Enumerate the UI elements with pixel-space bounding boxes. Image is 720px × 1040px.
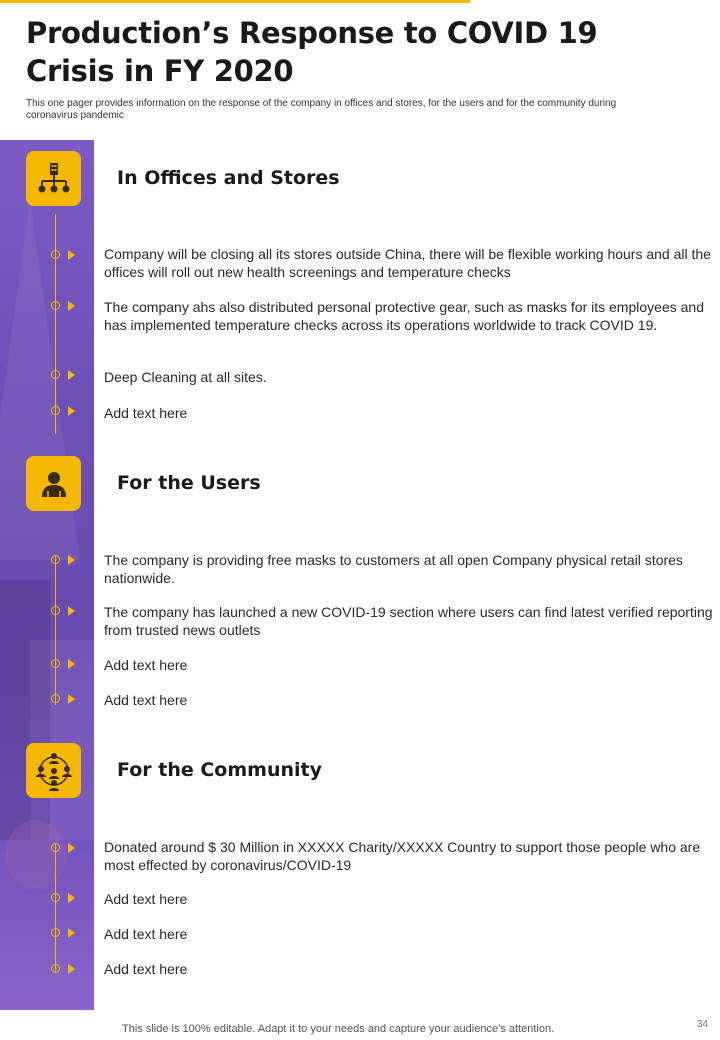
bullet-arrow-icon: [68, 964, 75, 974]
footer-note: This slide is 100% editable. Adapt it to your needs and capture your audience’s attention.: [122, 1023, 555, 1035]
users-icon-box: [26, 456, 81, 511]
community-bullet-2: Add text here: [104, 891, 188, 907]
top-accent-line: [0, 0, 470, 3]
page-subtitle: This one pager provides information on the response of the company in offices and stores, for the users and for the community during coronavirus pandemic: [26, 98, 617, 121]
page-title: Production’s Response to COVID 19 Crisis in FY 2020: [26, 16, 598, 88]
bullet-arrow-icon: [68, 370, 75, 380]
community-icon-box: [26, 743, 81, 798]
offices-bullet-4: Add text here: [104, 405, 188, 421]
bullet-arrow-icon: [68, 659, 75, 669]
bullet-dot: [51, 964, 60, 973]
section-heading-users: For the Users: [117, 472, 261, 494]
bullet-dot: [51, 301, 60, 310]
community-bullet-4: Add text here: [104, 961, 188, 977]
offices-bullet-1: Company will be closing all its stores outside China, there will be flexible working hours and all the offices will roll out new health screenings and temperature checks: [104, 246, 711, 280]
offices-stores-icon-box: [26, 151, 81, 206]
bullet-arrow-icon: [68, 694, 75, 704]
section-heading-offices-stores: In Offices and Stores: [117, 167, 340, 189]
bullet-arrow-icon: [68, 250, 75, 260]
community-bullet-1: Donated around $ 30 Million in XXXXX Charity/XXXXX Country to support those people who are most effected by coronavirus/COVID-19: [104, 839, 701, 873]
user-icon: [37, 467, 71, 501]
bullet-connector-line: [55, 843, 56, 973]
users-bullet-4: Add text here: [104, 692, 188, 708]
bullet-arrow-icon: [68, 928, 75, 938]
page-number: 34: [696, 1019, 708, 1030]
bullet-arrow-icon: [68, 555, 75, 565]
bullet-arrow-icon: [68, 406, 75, 416]
offices-bullet-3: Deep Cleaning at all sites.: [104, 369, 267, 385]
bullet-arrow-icon: [68, 843, 75, 853]
section-heading-community: For the Community: [117, 759, 322, 781]
bullet-dot: [51, 659, 60, 668]
bullet-dot: [51, 606, 60, 615]
sidebar-background: [0, 140, 94, 1010]
bullet-arrow-icon: [68, 301, 75, 311]
bullet-dot: [51, 250, 60, 259]
bullet-dot: [51, 694, 60, 703]
bullet-arrow-icon: [68, 606, 75, 616]
org-chart-building-icon: [36, 161, 72, 197]
bullet-dot: [51, 893, 60, 902]
users-bullet-3: Add text here: [104, 657, 188, 673]
offices-bullet-2: The company ahs also distributed personal protective gear, such as masks for its employees and has implemented temperature checks across its operations worldwide to track COVID 19.: [104, 299, 704, 333]
sidebar-decoration: [30, 640, 94, 840]
bullet-connector-line: [55, 214, 56, 434]
bullet-dot: [51, 928, 60, 937]
users-bullet-2: The company has launched a new COVID-19 section where users can find latest verified reporting from trusted news outlets: [104, 604, 713, 638]
bullet-dot: [51, 843, 60, 852]
bullet-dot: [51, 406, 60, 415]
users-bullet-1: The company is providing free masks to customers at all open Company physical retail stores nationwide.: [104, 552, 683, 586]
bullet-arrow-icon: [68, 893, 75, 903]
community-bullet-3: Add text here: [104, 926, 188, 942]
bullet-dot: [51, 555, 60, 564]
sidebar-decoration: [6, 820, 66, 890]
bullet-connector-line: [55, 555, 56, 705]
bullet-dot: [51, 370, 60, 379]
community-network-icon: [34, 751, 74, 791]
